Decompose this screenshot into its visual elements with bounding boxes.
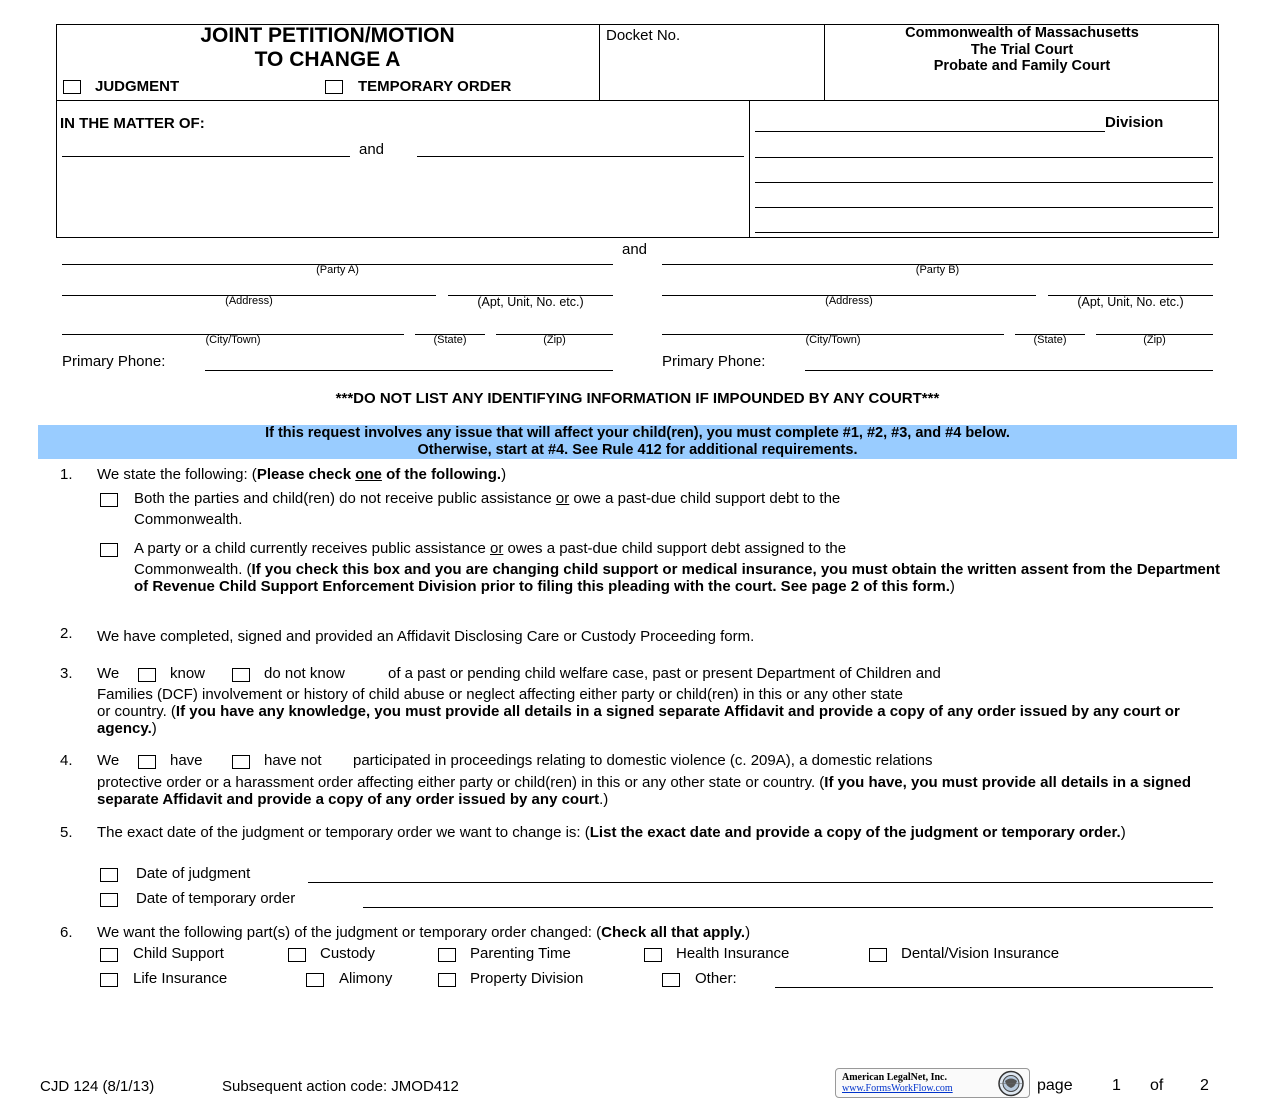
other-checkbox[interactable] (662, 973, 680, 987)
logo-line2: www.FormsWorkFlow.com (842, 1083, 953, 1094)
form-id: CJD 124 (8/1/13) (40, 1078, 155, 1095)
action-code: Subsequent action code: JMOD412 (222, 1078, 459, 1095)
item3-rest: of a past or pending child welfare case, past or present Department of Children and (388, 665, 941, 682)
health-insurance-checkbox[interactable] (644, 948, 662, 962)
item4-number: 4. (60, 752, 73, 769)
item6-intro: We want the following part(s) of the judgment or temporary order changed: ( (97, 924, 602, 941)
item1a-checkbox[interactable] (100, 493, 118, 507)
item5-text (97, 824, 1227, 841)
division-line-2[interactable] (755, 157, 1213, 158)
alimony-checkbox[interactable] (306, 973, 324, 987)
temporary-order-checkbox[interactable] (325, 80, 343, 94)
item2-text: We have completed, signed and provided an Affidavit Disclosing Care or Custody Proceeding form. (97, 628, 755, 645)
dental-vision-insurance-checkbox[interactable] (869, 948, 887, 962)
parenting-time-label: Parenting Time (470, 945, 571, 962)
item4-have-checkbox[interactable] (138, 755, 156, 769)
item1b-text (134, 540, 846, 557)
judgment-checkbox[interactable] (63, 80, 81, 94)
item3-line2: Families (DCF) involvement or history of child abuse or neglect affecting either party or child(ren) in this or any other state (97, 686, 903, 703)
item1b-checkbox[interactable] (100, 543, 118, 557)
date-of-judgment-input[interactable] (308, 882, 1213, 883)
property-division-checkbox[interactable] (438, 973, 456, 987)
matter-and: and (359, 141, 385, 158)
party-b-phone-input[interactable] (805, 370, 1213, 371)
parties-and: and (622, 241, 648, 258)
child-support-checkbox[interactable] (100, 948, 118, 962)
matter-party2-input[interactable] (417, 156, 744, 157)
item3-number: 3. (60, 665, 73, 682)
item1-post: ) (501, 466, 507, 483)
court-line2: The Trial Court (970, 42, 1074, 58)
item1a-text (134, 490, 840, 507)
item3-bold: If you have any knowledge, you must provide all details in a signed separate Affidavit and provide a copy of any order issued by any court or agency. (97, 703, 1180, 737)
logo-line1: American LegalNet, Inc. (842, 1072, 947, 1083)
item1a-or: or (555, 490, 570, 507)
forms-workflow-logo (835, 1068, 1030, 1098)
header-divider-1 (599, 24, 600, 101)
item4-end: .) (599, 791, 609, 808)
date-of-judgment-label: Date of judgment (136, 865, 251, 882)
party-a-city-caption: (City/Town) (205, 334, 261, 346)
item2-number: 2. (60, 625, 73, 642)
party-a-state-caption: (State) (433, 334, 467, 346)
item1-number: 1. (60, 466, 73, 483)
page-of: of (1150, 1077, 1164, 1094)
item1a-line2: Commonwealth. (134, 511, 243, 528)
dental-vision-insurance-label: Dental/Vision Insurance (901, 945, 1060, 962)
division-line-3[interactable] (755, 182, 1213, 183)
custody-label: Custody (320, 945, 376, 962)
page-total: 2 (1200, 1077, 1209, 1094)
item1-bold: Please check (256, 466, 356, 483)
item4-havenot-checkbox[interactable] (232, 755, 250, 769)
matter-box (56, 100, 1219, 238)
item4-havenot-label: have not (264, 752, 322, 769)
item1b-part3: Commonwealth. ( (134, 561, 252, 578)
life-insurance-checkbox[interactable] (100, 973, 118, 987)
party-b-phone-label: Primary Phone: (662, 353, 766, 370)
division-line-4[interactable] (755, 207, 1213, 208)
item4-detail (97, 774, 1232, 808)
item4-we: We (97, 752, 120, 769)
date-of-temporary-order-checkbox[interactable] (100, 893, 118, 907)
division-line-5[interactable] (755, 232, 1213, 233)
item1-one: one (355, 466, 382, 483)
docket-input[interactable] (606, 46, 818, 96)
division-input[interactable] (755, 131, 1105, 132)
item1b-bold: If you check this box and you are changing child support or medical insurance, you must obtain the written assent from the Department of Revenue Child Support Enforcement Division prior to filing this pleading with the court. See page 2 of this form. (134, 561, 1221, 595)
item3-donotknow-label: do not know (264, 665, 345, 682)
item3-know-label: know (170, 665, 206, 682)
party-b-city-caption: (City/Town) (805, 334, 861, 346)
form-title-line1: JOINT PETITION/MOTION (200, 24, 455, 47)
item4-have-label: have (170, 752, 203, 769)
item1b-part1: A party or a child currently receives public assistance (134, 540, 490, 557)
court-line1: Commonwealth of Massachusetts (905, 25, 1139, 41)
parenting-time-checkbox[interactable] (438, 948, 456, 962)
globe-icon (996, 1070, 1026, 1101)
matter-party1-input[interactable] (62, 156, 350, 157)
matter-divider (749, 100, 750, 238)
party-b-apt-caption: (Apt, Unit, No. etc.) (1077, 295, 1184, 309)
item4-bold: If you have, you must provide all details in a signed separate Affidavit and provide a copy of any order issued by any court (97, 774, 1192, 808)
page-label: page (1037, 1077, 1073, 1094)
alimony-label: Alimony (339, 970, 393, 987)
banner-line2: Otherwise, start at #4. See Rule 412 for additional requirements. (417, 442, 858, 458)
form-title-line2: TO CHANGE A (254, 48, 401, 71)
item5-end: ) (1120, 824, 1126, 841)
item5-number: 5. (60, 824, 73, 841)
item1a-part2: owe a past-due child support debt to the (569, 490, 841, 507)
other-label: Other: (695, 970, 737, 987)
item1-bold2: of the following. (381, 466, 502, 483)
item3-donotknow-checkbox[interactable] (232, 668, 250, 682)
child-support-label: Child Support (133, 945, 224, 962)
party-a-phone-label: Primary Phone: (62, 353, 166, 370)
item1a-part1: Both the parties and child(ren) do not receive public assistance (134, 490, 556, 507)
party-a-apt-caption: (Apt, Unit, No. etc.) (477, 295, 584, 309)
item1b-part2: owes a past-due child support debt assigned to the (503, 540, 847, 557)
date-of-judgment-checkbox[interactable] (100, 868, 118, 882)
item5-bold: List the exact date and provide a copy of the judgment or temporary order. (589, 824, 1121, 841)
item3-line3: or country. ( (97, 703, 176, 720)
item3-we: We (97, 665, 120, 682)
item6-text (97, 924, 750, 941)
court-line3: Probate and Family Court (933, 58, 1111, 74)
party-a-zip-caption: (Zip) (543, 334, 566, 346)
item1b-detail (134, 561, 1224, 595)
item1-pre: We state the following: ( (97, 466, 257, 483)
party-b-caption: (Party B) (915, 264, 960, 276)
item3-end: ) (151, 720, 157, 737)
division-label: Division (1105, 114, 1164, 131)
date-of-temporary-order-label: Date of temporary order (136, 890, 296, 907)
item1b-or: or (490, 540, 504, 557)
party-a-caption: (Party A) (316, 264, 359, 276)
custody-checkbox[interactable] (288, 948, 306, 962)
item4-line2: protective order or a harassment order affecting either party or child(ren) in this or any other state or country. ( (97, 774, 825, 791)
item3-detail (97, 703, 1227, 737)
banner-line1: If this request involves any issue that will affect your child(ren), you must complete #1, #2, #3, and #4 below. (265, 425, 1010, 441)
page-number: 1 (1112, 1077, 1121, 1094)
item1b-end: ) (949, 578, 955, 595)
party-a-phone-input[interactable] (205, 370, 613, 371)
party-b-zip-caption: (Zip) (1143, 334, 1166, 346)
impound-notice: ***DO NOT LIST ANY IDENTIFYING INFORMATION IF IMPOUNDED BY ANY COURT*** (335, 390, 940, 407)
judgment-label: JUDGMENT (95, 78, 180, 95)
item6-bold: Check all that apply. (601, 924, 746, 941)
matter-label: IN THE MATTER OF: (60, 115, 205, 132)
life-insurance-label: Life Insurance (133, 970, 228, 987)
item3-know-checkbox[interactable] (138, 668, 156, 682)
item6-number: 6. (60, 924, 73, 941)
party-b-state-caption: (State) (1033, 334, 1067, 346)
item5-intro: The exact date of the judgment or temporary order we want to change is: ( (97, 824, 590, 841)
other-input[interactable] (775, 987, 1213, 988)
temporary-order-label: TEMPORARY ORDER (358, 78, 512, 95)
health-insurance-label: Health Insurance (676, 945, 790, 962)
item1-text (97, 466, 506, 483)
item4-rest: participated in proceedings relating to domestic violence (c. 209A), a domestic relations (353, 752, 933, 769)
docket-label: Docket No. (606, 27, 681, 44)
party-b-address-caption: (Address) (825, 295, 873, 307)
item6-end: ) (745, 924, 751, 941)
date-of-temporary-order-input[interactable] (363, 907, 1213, 908)
party-a-address-caption: (Address) (225, 295, 273, 307)
property-division-label: Property Division (470, 970, 584, 987)
